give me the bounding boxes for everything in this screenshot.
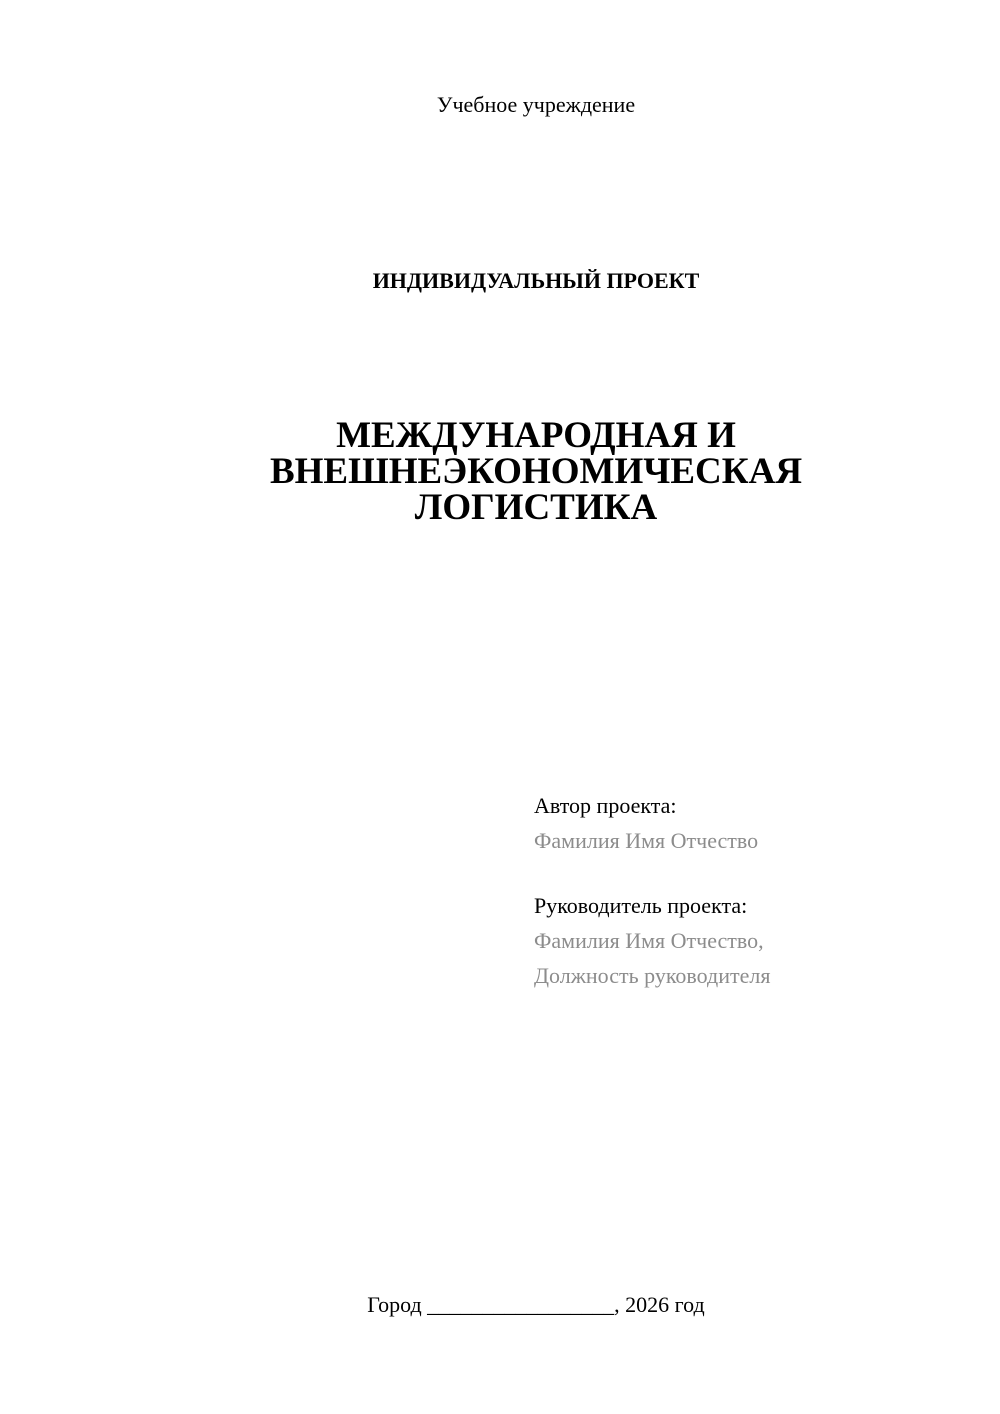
project-title	[0, 415, 1000, 528]
author-name: Фамилия Имя Отчество	[534, 828, 759, 853]
supervisor-name: Фамилия Имя Отчество,	[534, 928, 764, 953]
title-line-3: ЛОГИСТИКА	[414, 487, 658, 528]
authors-block	[534, 788, 974, 993]
supervisor-label: Руководитель проекта:	[534, 893, 748, 918]
institution-name: Учебное учреждение	[436, 92, 636, 117]
title-line-2: ВНЕШНЕЭКОНОМИЧЕСКАЯ	[269, 451, 803, 492]
city-year-line: Город _________________, 2026 год	[367, 1292, 705, 1317]
title-line-1: МЕЖДУНАРОДНАЯ И	[336, 415, 736, 456]
document-type: ИНДИВИДУАЛЬНЫЙ ПРОЕКТ	[372, 268, 700, 293]
author-label: Автор проекта:	[534, 793, 677, 818]
supervisor-position: Должность руководителя	[534, 963, 771, 988]
authors-spacer	[534, 858, 974, 888]
